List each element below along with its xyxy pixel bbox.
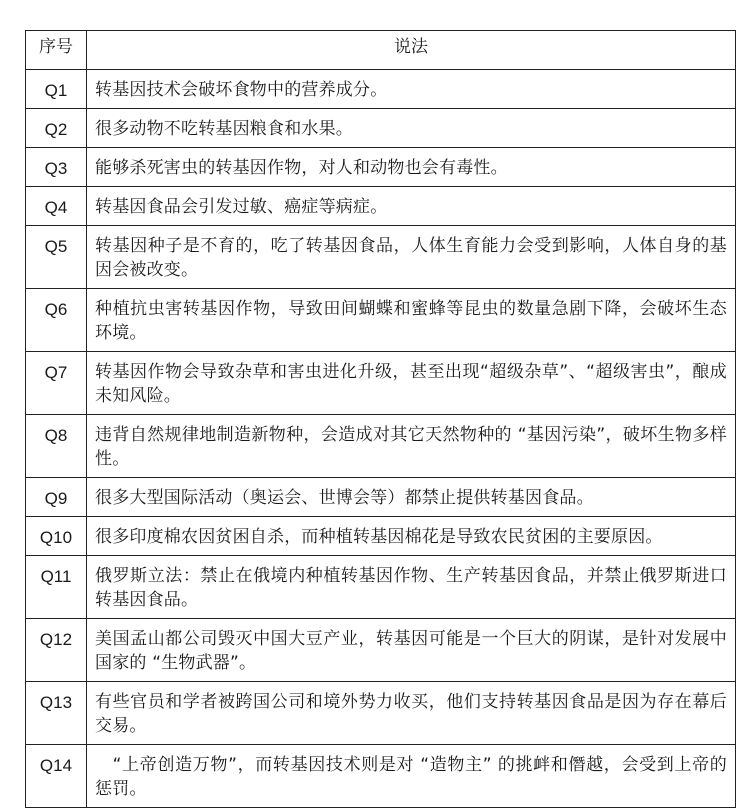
table-row (26, 415, 736, 478)
table-row (26, 619, 736, 682)
table-body (26, 70, 736, 808)
row-statement: 很多动物不吃转基因粮食和水果。 (87, 109, 736, 148)
row-number: Q4 (26, 187, 87, 226)
row-number: Q3 (26, 148, 87, 187)
row-number: Q13 (26, 682, 87, 745)
row-statement: 很多印度棉农因贫困自杀，而种植转基因棉花是导致农民贫困的主要原因。 (87, 517, 736, 556)
table-row (26, 187, 736, 226)
row-number: Q1 (26, 70, 87, 109)
table-row (26, 109, 736, 148)
row-statement: 美国孟山都公司毁灭中国大豆产业，转基因可能是一个巨大的阴谋，是针对发展中国家的 “生物武器”。 (87, 619, 736, 682)
header-statement: 说法 (87, 31, 736, 70)
row-number: Q7 (26, 352, 87, 415)
row-statement: 能够杀死害虫的转基因作物，对人和动物也会有毒性。 (87, 148, 736, 187)
table-row (26, 517, 736, 556)
row-number: Q14 (26, 745, 87, 808)
row-number: Q2 (26, 109, 87, 148)
row-number: Q8 (26, 415, 87, 478)
row-number: Q9 (26, 478, 87, 517)
table-row (26, 478, 736, 517)
table-header-row (26, 31, 736, 70)
row-number: Q5 (26, 226, 87, 289)
row-statement: 违背自然规律地制造新物种，会造成对其它天然物种的 “基因污染”，破坏生物多样性。 (87, 415, 736, 478)
table-row (26, 682, 736, 745)
table-row (26, 352, 736, 415)
statements-table (25, 30, 736, 808)
row-number: Q10 (26, 517, 87, 556)
row-statement: 很多大型国际活动（奥运会、世博会等）都禁止提供转基因食品。 (87, 478, 736, 517)
statements-table-container (25, 30, 735, 808)
row-statement: “上帝创造万物”，而转基因技术则是对 “造物主” 的挑衅和僭越，会受到上帝的惩罚。 (87, 745, 736, 808)
row-statement: 转基因种子是不育的，吃了转基因食品，人体生育能力会受到影响，人体自身的基因会被改变。 (87, 226, 736, 289)
row-statement: 转基因作物会导致杂草和害虫进化升级，甚至出现“超级杂草”、“超级害虫”，酿成未知风险。 (87, 352, 736, 415)
table-row (26, 70, 736, 109)
header-number: 序号 (26, 31, 87, 70)
table-row (26, 745, 736, 808)
table-row (26, 556, 736, 619)
row-number: Q6 (26, 289, 87, 352)
row-statement: 有些官员和学者被跨国公司和境外势力收买，他们支持转基因食品是因为存在幕后交易。 (87, 682, 736, 745)
row-statement: 转基因食品会引发过敏、癌症等病症。 (87, 187, 736, 226)
table-row (26, 226, 736, 289)
row-number: Q12 (26, 619, 87, 682)
table-row (26, 148, 736, 187)
row-statement: 种植抗虫害转基因作物，导致田间蝴蝶和蜜蜂等昆虫的数量急剧下降，会破坏生态环境。 (87, 289, 736, 352)
row-number: Q11 (26, 556, 87, 619)
row-statement: 俄罗斯立法：禁止在俄境内种植转基因作物、生产转基因食品，并禁止俄罗斯进口转基因食品。 (87, 556, 736, 619)
table-row (26, 289, 736, 352)
row-statement: 转基因技术会破坏食物中的营养成分。 (87, 70, 736, 109)
